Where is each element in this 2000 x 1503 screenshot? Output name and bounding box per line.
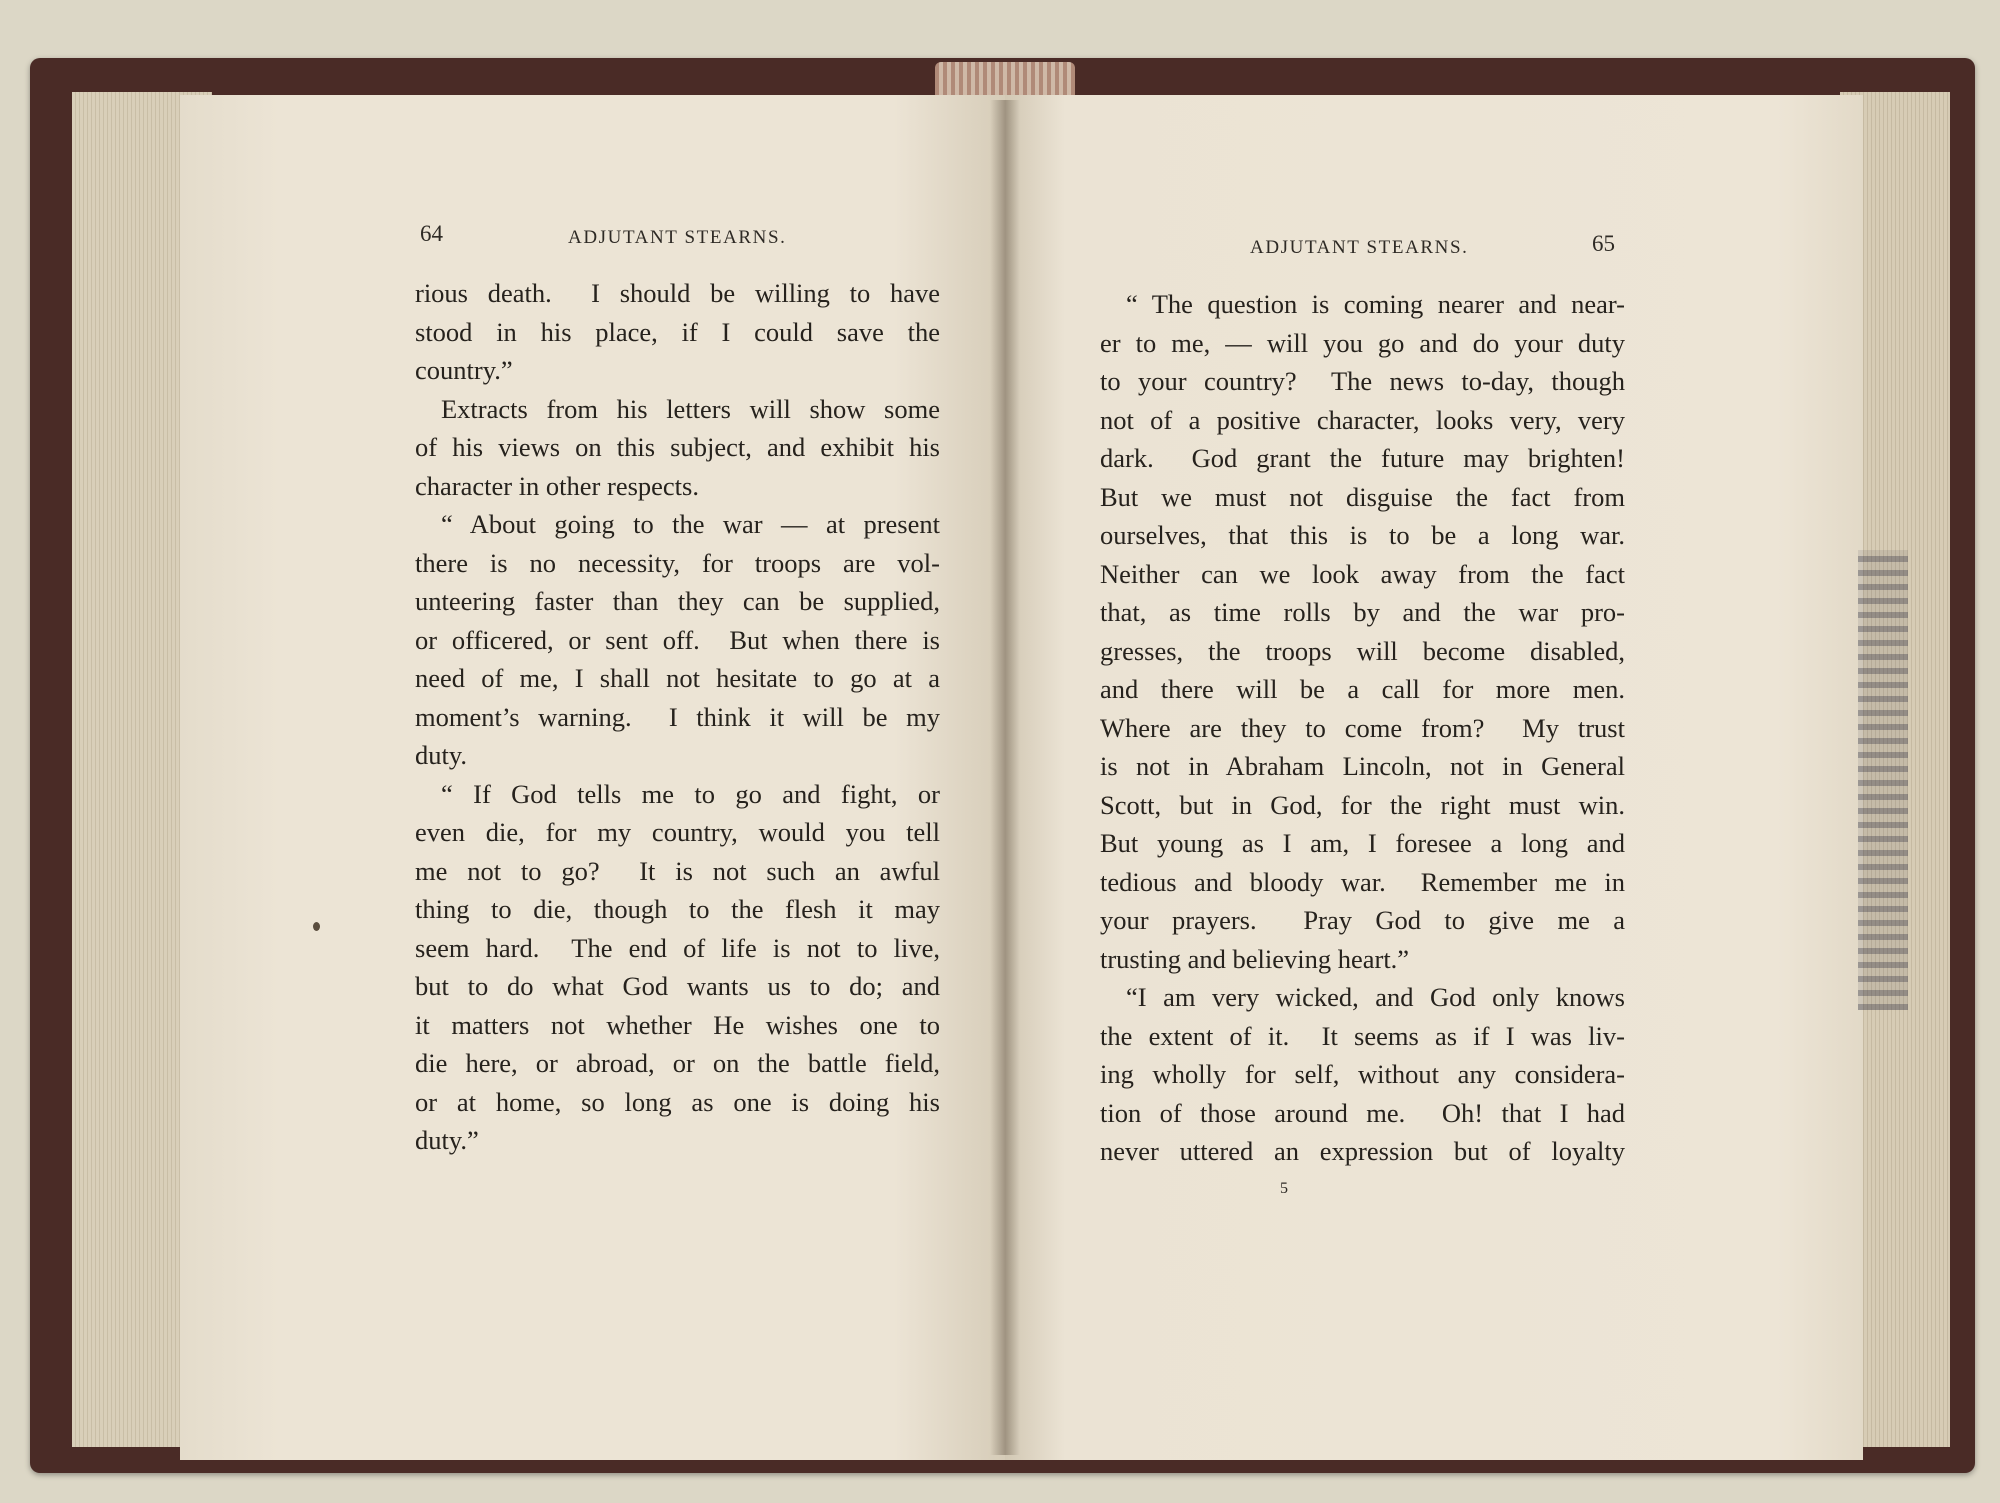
right-page-number: 65 [1592, 231, 1615, 256]
text-line: of his views on this subject, and exhibit his [415, 432, 940, 462]
text-line: dark. God grant the future may brighten! [1100, 443, 1625, 473]
left-page-text [415, 274, 940, 1160]
text-line: unteering faster than they can be supplied, [415, 586, 940, 616]
text-line: die here, or abroad, or on the battle field, [415, 1048, 940, 1078]
text-line: to your country? The news to-day, though [1100, 366, 1625, 396]
text-line: rious death. I should be willing to have [415, 278, 940, 308]
ink-bleed-through [1858, 550, 1908, 1010]
text-line: it matters not whether He wishes one to [415, 1009, 940, 1040]
text-line: never uttered an expression but of loyalty [1100, 1136, 1625, 1166]
text-line: need of me, I shall not hesitate to go at a [415, 663, 940, 693]
text-line: your prayers. Pray God to give me a [1100, 905, 1625, 935]
text-line: “ The question is coming nearer and near- [1126, 289, 1625, 319]
text-line: is not in Abraham Lincoln, not in General [1100, 751, 1625, 781]
text-line: Neither can we look away from the fact [1100, 558, 1625, 589]
text-line: ing wholly for self, without any considera- [1100, 1059, 1625, 1089]
text-line: but to do what God wants us to do; and [415, 971, 940, 1001]
text-line: Where are they to come from? My trust [1100, 712, 1625, 743]
left-running-head: ADJUTANT STEARNS. [568, 227, 787, 248]
text-line: country.” [415, 355, 513, 385]
text-line: ourselves, that this is to be a long war. [1100, 520, 1625, 550]
text-line: “ About going to the war — at present [441, 509, 940, 539]
text-line: even die, for my country, would you tell [415, 817, 940, 847]
text-line: moment’s warning. I think it will be my [415, 701, 940, 732]
left-page-number: 64 [420, 221, 443, 246]
text-line: stood in his place, if I could save the [415, 316, 940, 347]
text-line: But young as I am, I foresee a long and [1100, 828, 1625, 858]
text-line: that, as time rolls by and the war pro- [1100, 597, 1625, 627]
text-line: there is no necessity, for troops are vol- [415, 547, 940, 578]
right-page-text [1100, 285, 1625, 1171]
text-line: duty.” [415, 1125, 479, 1155]
text-line: or officered, or sent off. But when there is [415, 624, 940, 655]
text-line: trusting and believing heart.” [1100, 943, 1410, 974]
text-line: not of a positive character, looks very, very [1100, 404, 1625, 435]
signature-mark: 5 [1280, 1180, 1288, 1197]
book-gutter [990, 100, 1020, 1455]
text-line: Extracts from his letters will show some [441, 393, 940, 424]
text-line: and there will be a call for more men. [1100, 674, 1625, 704]
text-line: tedious and bloody war. Remember me in [1100, 866, 1625, 897]
text-line: er to me, — will you go and do your duty [1100, 327, 1625, 358]
text-line: gresses, the troops will become disabled, [1100, 635, 1625, 666]
text-line: the extent of it. It seems as if I was liv- [1100, 1020, 1625, 1051]
text-line: But we must not disguise the fact from [1100, 481, 1625, 512]
text-line: duty. [415, 740, 468, 770]
right-running-head: ADJUTANT STEARNS. [1250, 237, 1469, 258]
text-line: character in other respects. [415, 470, 699, 501]
text-line: seem hard. The end of life is not to live, [415, 932, 940, 963]
text-line: or at home, so long as one is doing his [415, 1086, 940, 1117]
text-line: Scott, but in God, for the right must win. [1100, 789, 1625, 820]
text-line: tion of those around me. Oh! that I had [1100, 1097, 1625, 1128]
text-line: me not to go? It is not such an awful [415, 855, 940, 886]
text-line: “I am very wicked, and God only knows [1126, 982, 1625, 1012]
paper-speck [313, 922, 320, 931]
text-line: thing to die, though to the flesh it may [415, 894, 940, 924]
text-line: “ If God tells me to go and fight, or [441, 778, 940, 809]
